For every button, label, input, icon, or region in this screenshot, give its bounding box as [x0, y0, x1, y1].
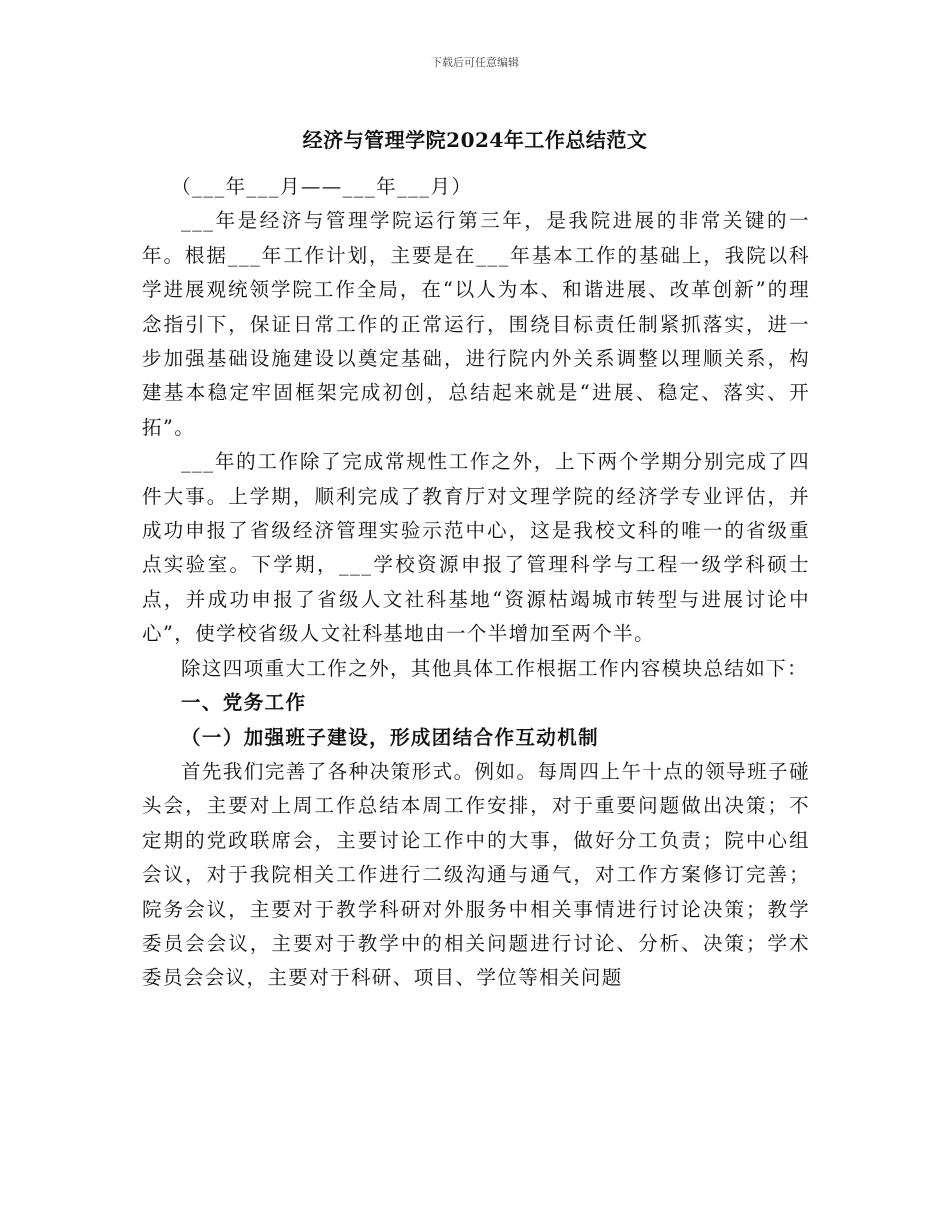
date-line: （___年___月——___年___月）	[171, 175, 473, 198]
subsection-heading-team-building: （一）加强班子建设，形成团结合作互动机制	[181, 725, 600, 749]
paragraph-3: 除这四项重大工作之外，其他具体工作根据工作内容模块总结如下：	[181, 656, 809, 680]
paragraph-4: 首先我们完善了各种决策形式。例如。每周四上午十点的领导班子碰头会，主要对上周工作总结本周工作安排，对于重要问题做出决策；不定期的党政联席会，主要讨论工作中的大事，做好分工负责；院中心组会议，对于我院相关工作进行二级沟通与通气，对工作方案修订完善；院务会议，主要对于教学科研对外服务中相关事情进行讨论决策；教学委员会会议，主要对于教学中的相关问题进行讨论、分析、决策；学术委员会会议，主要对于科研、项目、学位等相关问题	[142, 759, 810, 990]
paragraph-1: ___年是经济与管理学院运行第三年，是我院进展的非常关键的一年。根据___年工作计划，主要是在___年基本工作的基础上，我院以科学进展观统领学院工作全局，在“以人为本、和谐进展、改革创新”的理念指引下，保证日常工作的正常运行，围绕目标责任制紧抓落实，进一步加强基础设施建设以奠定基础，进行院内外关系调整以理顺关系，构建基本稳定牢固框架完成初创，总结起来就是“进展、稳定、落实、开拓”。	[142, 209, 810, 439]
document-body	[142, 170, 810, 996]
header-note: 下载后可任意编辑	[431, 56, 519, 69]
document-title: 经济与管理学院2024年工作总结范文	[302, 128, 648, 152]
section-heading-party-work: 一、党务工作	[181, 691, 307, 715]
paragraph-2: ___年的工作除了完成常规性工作之外，上下两个学期分别完成了四件大事。上学期，顺利完成了教育厅对文理学院的经济学专业评估，并成功申报了省级经济管理实验示范中心，这是我校文科的唯一的省级重点实验室。下学期，___学校资源申报了管理科学与工程一级学科硕士点，并成功申报了省级人文社科基地“资源枯竭城市转型与进展讨论中心”，使学校省级人文社科基地由一个半增加至两个半。	[142, 450, 810, 646]
